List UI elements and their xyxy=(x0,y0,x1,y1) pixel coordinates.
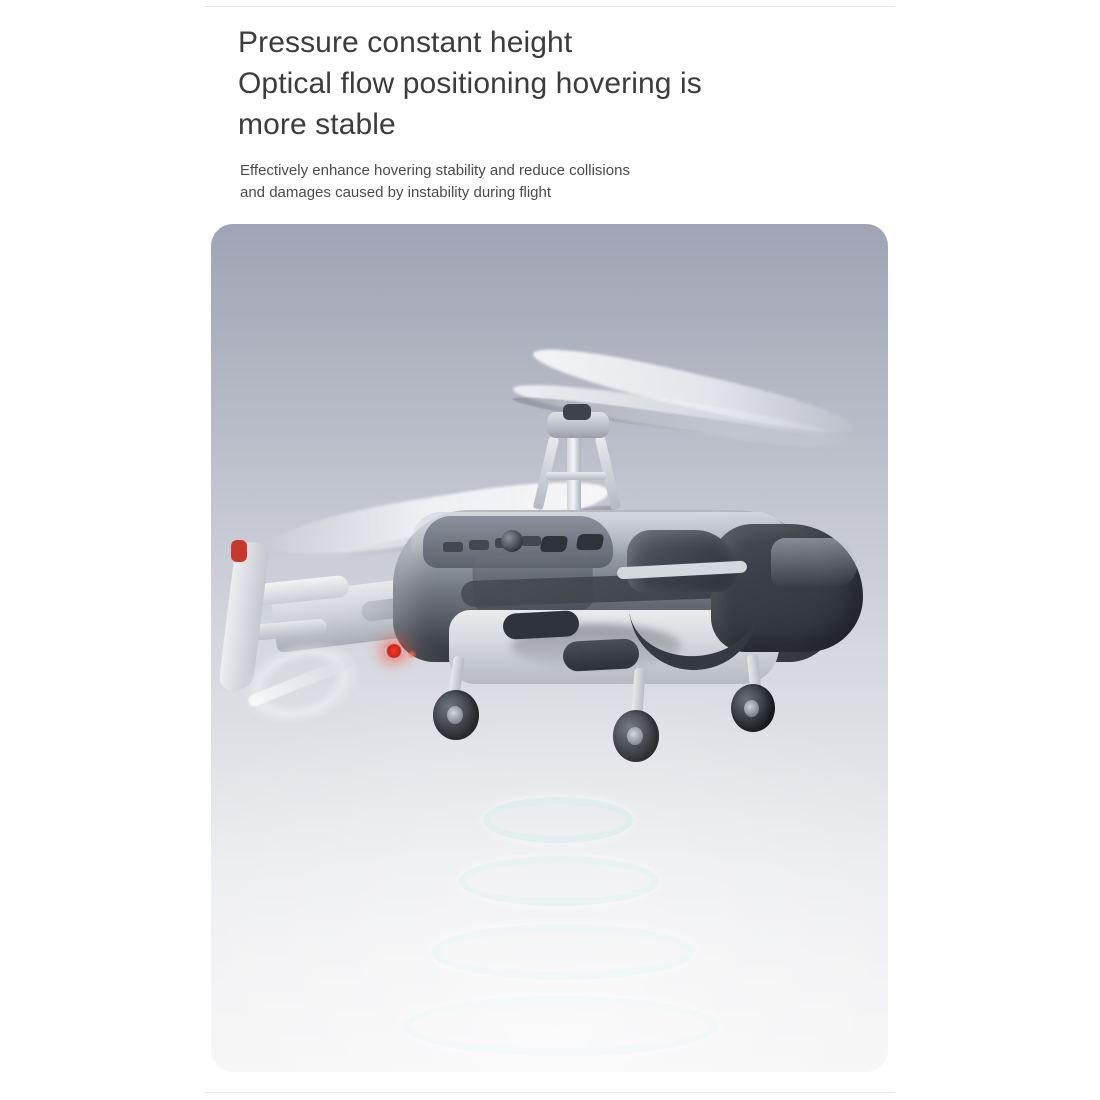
optical-flow-ring xyxy=(483,797,633,843)
top-divider xyxy=(205,6,895,7)
page-subtitle xyxy=(240,160,860,204)
bottom-divider xyxy=(205,1092,895,1093)
headline-line-3: more stable xyxy=(238,108,396,141)
optical-flow-ring xyxy=(459,856,659,906)
subtitle-line-1: Effectively enhance hovering stability and reduce collisions xyxy=(240,162,630,179)
product-photo xyxy=(211,224,888,1072)
page-title xyxy=(238,22,898,145)
subtitle-line-2: and damages caused by instability during flight xyxy=(240,184,552,201)
headline-line-2: Optical flow positioning hovering is xyxy=(238,67,702,100)
optical-flow-ring xyxy=(403,996,719,1056)
optical-flow-rings xyxy=(211,224,888,1072)
headline-line-1: Pressure constant height xyxy=(238,26,573,59)
optical-flow-ring xyxy=(431,924,695,980)
